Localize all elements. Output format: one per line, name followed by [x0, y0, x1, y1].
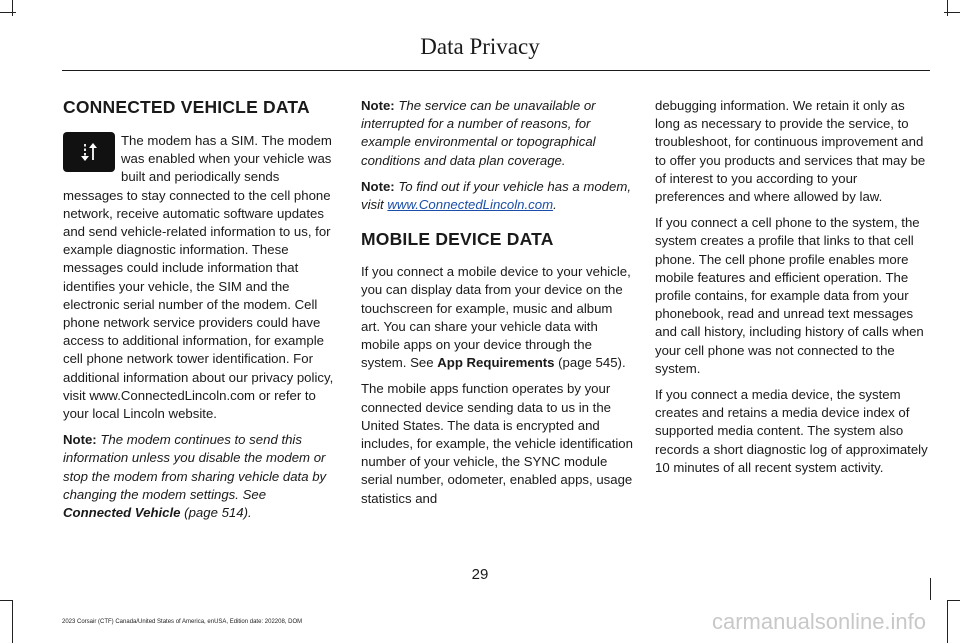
note-text: The modem continues to send this information unless you disable the modem or stop the modem from sharing vehicle data by changing the modem settings. See	[63, 432, 327, 502]
mobile-device-text: If you connect a mobile device to your vehicle, you can display data from your device on the touchscreen for example, music and album art. You can share your vehicle data with mobile apps on your device through the system. See	[361, 264, 631, 371]
modem-info-note	[361, 178, 635, 214]
app-requirements-link[interactable]: App Requirements	[437, 355, 555, 371]
section-heading-mobile-device-data: MOBILE DEVICE DATA	[361, 229, 554, 250]
crop-mark	[0, 12, 16, 13]
column-1	[63, 96, 337, 530]
column-3	[655, 97, 930, 485]
page-reference: (page 545).	[558, 355, 626, 371]
page-number: 29	[471, 566, 489, 583]
connected-lincoln-link[interactable]: www.ConnectedLincoln.com	[387, 197, 554, 213]
cell-phone-profile-paragraph: If you connect a cell phone to the system, the system creates a profile that links to that cell phone. The cell phone profile enables more mobile features and efficient operation. The profile contains, for example data from your phonebook, read and unread text messages and call history, including history of calls when your cell phone was not connected to the system.	[655, 215, 924, 376]
crop-mark	[947, 0, 948, 16]
crop-mark	[12, 600, 13, 643]
section-heading-connected-vehicle-data: CONNECTED VEHICLE DATA	[63, 97, 310, 117]
crop-mark	[944, 12, 960, 13]
connected-vehicle-paragraph: The modem has a SIM. The modem was enabled when your vehicle was built and periodically sends messages to stay connected to the cell phone network, receive automatic software updates and send vehicle-related information to us, for example diagnostic information. These messages could include information that identifies your vehicle, the SIM and the electronic serial number of the modem. Cell phone network service providers could have access to additional information, for example cell phone network tower identification. For additional information about our privacy policy, visit www.ConnectedLincoln.com or refer to your local Lincoln website.	[63, 133, 334, 422]
note-label: Note:	[63, 432, 97, 448]
edition-footer: 2023 Corsair (CTF) Canada/United States of America, enUSA, Edition date: 202208, DOM	[62, 619, 303, 625]
note-text: To find out if your vehicle has a modem, visit	[361, 178, 631, 213]
crop-mark	[0, 600, 13, 601]
modem-arrows-icon	[76, 140, 102, 164]
modem-icon	[63, 132, 115, 172]
page-title: Data Privacy	[420, 34, 540, 59]
crop-mark	[12, 0, 13, 16]
crop-mark	[947, 600, 960, 601]
note-label: Note:	[361, 178, 395, 194]
note-text: The service can be unavailable or interrupted for a number of reasons, for example environmental or topographical conditions and data plan coverage.	[361, 98, 596, 168]
mobile-device-paragraph	[361, 263, 635, 372]
mobile-apps-paragraph: The mobile apps function operates by your connected device sending data to us in the United States. The data is encrypted and includes, for example, the vehicle identification number of your vehicle, the SYNC module serial number, odometer, enabled apps, usage statistics and	[361, 381, 633, 506]
note-label: Note:	[361, 98, 395, 113]
service-note	[361, 97, 635, 170]
crop-mark	[947, 600, 948, 643]
debugging-paragraph: debugging information. We retain it only as long as necessary to provide the service, to troubleshoot, for continuous improvement and to offer you products and services that may be of interest to you according to your preferences and where allowed by law.	[655, 98, 926, 205]
note-end: .	[553, 197, 557, 213]
media-device-paragraph: If you connect a media device, the system creates and retains a media device index of supported media content. The system also records a short diagnostic log of approximately 10 minutes of all recent system activity.	[655, 387, 928, 475]
page-reference: (page 514).	[184, 505, 252, 521]
column-2	[361, 97, 635, 516]
header-divider	[62, 70, 930, 71]
connected-vehicle-link[interactable]: Connected Vehicle	[63, 505, 181, 521]
connected-vehicle-note	[63, 431, 337, 522]
watermark: carmanualsonline.info	[712, 609, 927, 634]
